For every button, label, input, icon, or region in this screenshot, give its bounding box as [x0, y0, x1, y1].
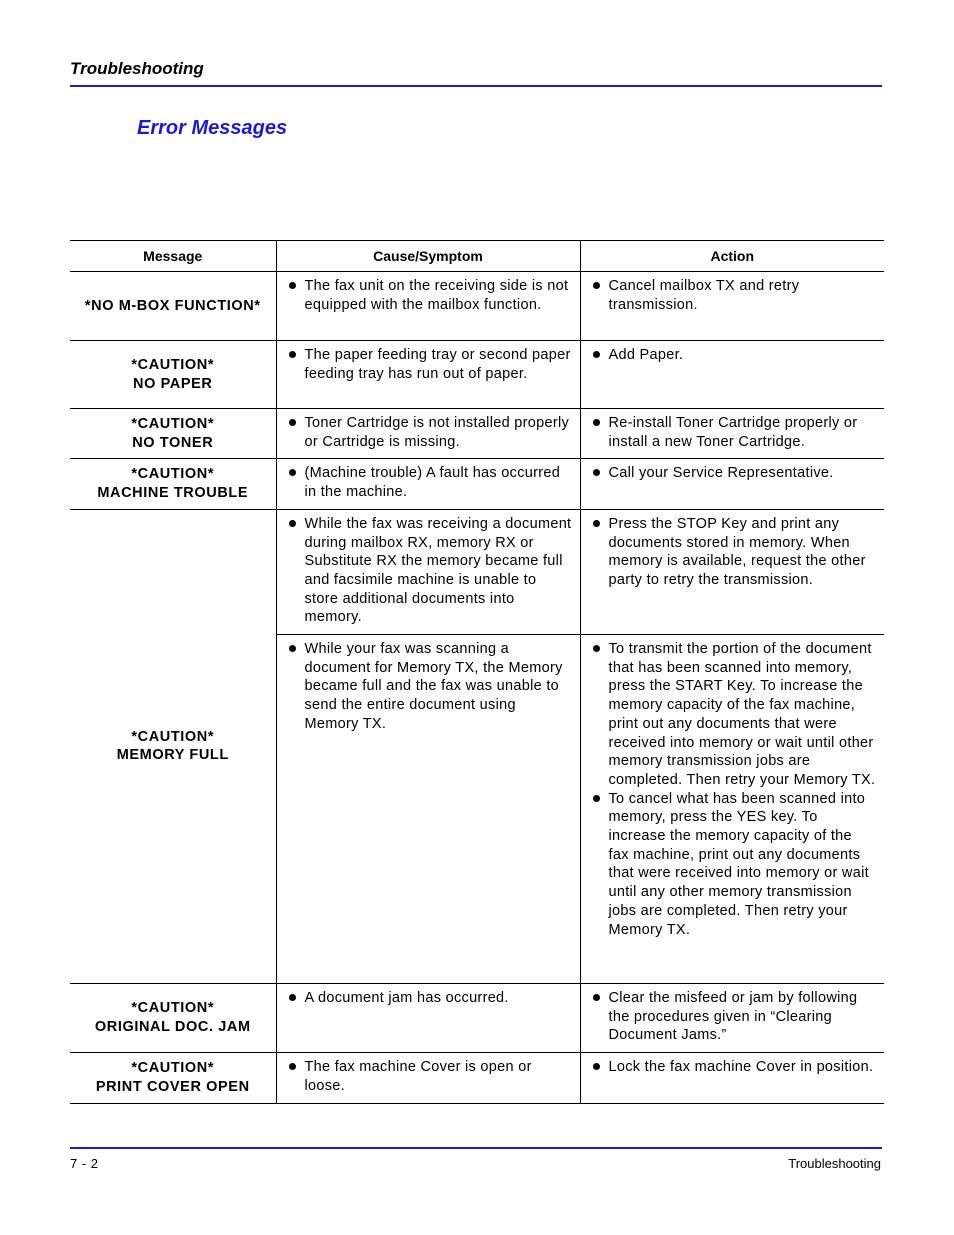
- message-cell: [70, 272, 276, 341]
- cause-cell: [276, 984, 580, 1053]
- action-item: Lock the fax machine Cover in position.: [591, 1058, 877, 1077]
- message-cell: [70, 509, 276, 983]
- message-text: *CAUTION*: [131, 1060, 215, 1077]
- message-cell: [70, 409, 276, 459]
- cause-item: The fax unit on the receiving side is not equipped with the mailbox function.: [287, 277, 572, 314]
- action-item: Clear the misfeed or jam by following the procedures given in “Clearing Document Jams.”: [591, 989, 877, 1045]
- page-number: 7 - 2: [70, 1156, 99, 1171]
- action-item: To cancel what has been scanned into memory, press the YES key. To increase the memory capacity of the fax machine, print out any documents that were received into memory or wait until any other memory transmission jobs are completed. Then retry your Memory TX.: [591, 790, 877, 940]
- action-cell: [580, 459, 884, 509]
- action-item: Add Paper.: [591, 346, 877, 365]
- cause-item: While the fax was receiving a document during mailbox RX, memory RX or Substitute RX the memory became full and facsimile machine is unable to store additional documents into memory.: [287, 515, 572, 627]
- message-text: NO PAPER: [133, 375, 213, 392]
- message-text: *NO M-BOX FUNCTION*: [84, 297, 261, 314]
- message-text: *CAUTION*: [131, 728, 215, 745]
- table-row: [70, 341, 884, 409]
- message-text: MEMORY FULL: [116, 747, 229, 764]
- cause-cell: [276, 635, 580, 984]
- action-item: Call your Service Representative.: [591, 464, 877, 483]
- message-text: *CAUTION*: [131, 1000, 215, 1017]
- column-header-action: Action: [580, 241, 884, 272]
- cause-item: (Machine trouble) A fault has occurred in the machine.: [287, 464, 572, 501]
- message-cell: [70, 984, 276, 1053]
- action-cell: [580, 272, 884, 341]
- message-text: *CAUTION*: [131, 356, 215, 373]
- running-header: Troubleshooting: [70, 59, 204, 78]
- table-row: [70, 272, 884, 341]
- cause-cell: [276, 409, 580, 459]
- message-cell: [70, 341, 276, 409]
- message-cell: [70, 1053, 276, 1103]
- table-row: [70, 1053, 884, 1103]
- action-cell: [580, 509, 884, 634]
- error-messages-table: [70, 240, 884, 1104]
- cause-item: The fax machine Cover is open or loose.: [287, 1058, 572, 1095]
- action-item: Cancel mailbox TX and retry transmission.: [591, 277, 877, 314]
- column-header-message: Message: [70, 241, 276, 272]
- message-text: ORIGINAL DOC. JAM: [94, 1019, 251, 1036]
- action-cell: [580, 409, 884, 459]
- message-text: *CAUTION*: [131, 416, 215, 432]
- cause-cell: [276, 459, 580, 509]
- cause-item: While your fax was scanning a document for Memory TX, the Memory became full and the fax was unable to send the entire document using Memory TX.: [287, 640, 572, 734]
- cause-item: The paper feeding tray or second paper feeding tray has run out of paper.: [287, 346, 572, 383]
- section-title: Error Messages: [137, 117, 288, 139]
- cause-cell: [276, 509, 580, 634]
- message-cell: [70, 459, 276, 509]
- cause-cell: [276, 1053, 580, 1103]
- action-cell: [580, 635, 884, 984]
- action-cell: [580, 984, 884, 1053]
- action-cell: [580, 1053, 884, 1103]
- table-row: [70, 459, 884, 509]
- table-row: [70, 409, 884, 459]
- message-text: PRINT COVER OPEN: [95, 1078, 250, 1095]
- cause-cell: [276, 272, 580, 341]
- cause-item: A document jam has occurred.: [287, 989, 572, 1008]
- table-header-row: [70, 241, 884, 272]
- action-item: Press the STOP Key and print any documents stored in memory. When memory is available, request the other party to retry the transmission.: [591, 515, 877, 590]
- column-header-cause: Cause/Symptom: [276, 241, 580, 272]
- action-item: To transmit the portion of the document that has been scanned into memory, press the START Key. To increase the memory capacity of the fax machine, print out any documents that were received into memory or wait until other memory transmission jobs are completed. Then retry your Memory TX.: [591, 640, 877, 790]
- message-text: MACHINE TROUBLE: [97, 485, 249, 502]
- footer-rule: [70, 1147, 882, 1149]
- table-row: [70, 984, 884, 1053]
- cause-cell: [276, 341, 580, 409]
- action-item: Re-install Toner Cartridge properly or install a new Toner Cartridge.: [591, 414, 877, 451]
- message-text: *CAUTION*: [131, 466, 215, 483]
- header-rule: [70, 85, 882, 87]
- message-text: NO TONER: [132, 434, 214, 451]
- footer-section: Troubleshooting: [788, 1156, 881, 1171]
- action-cell: [580, 341, 884, 409]
- cause-item: Toner Cartridge is not installed properly or Cartridge is missing.: [287, 414, 572, 451]
- table-row: [70, 509, 884, 634]
